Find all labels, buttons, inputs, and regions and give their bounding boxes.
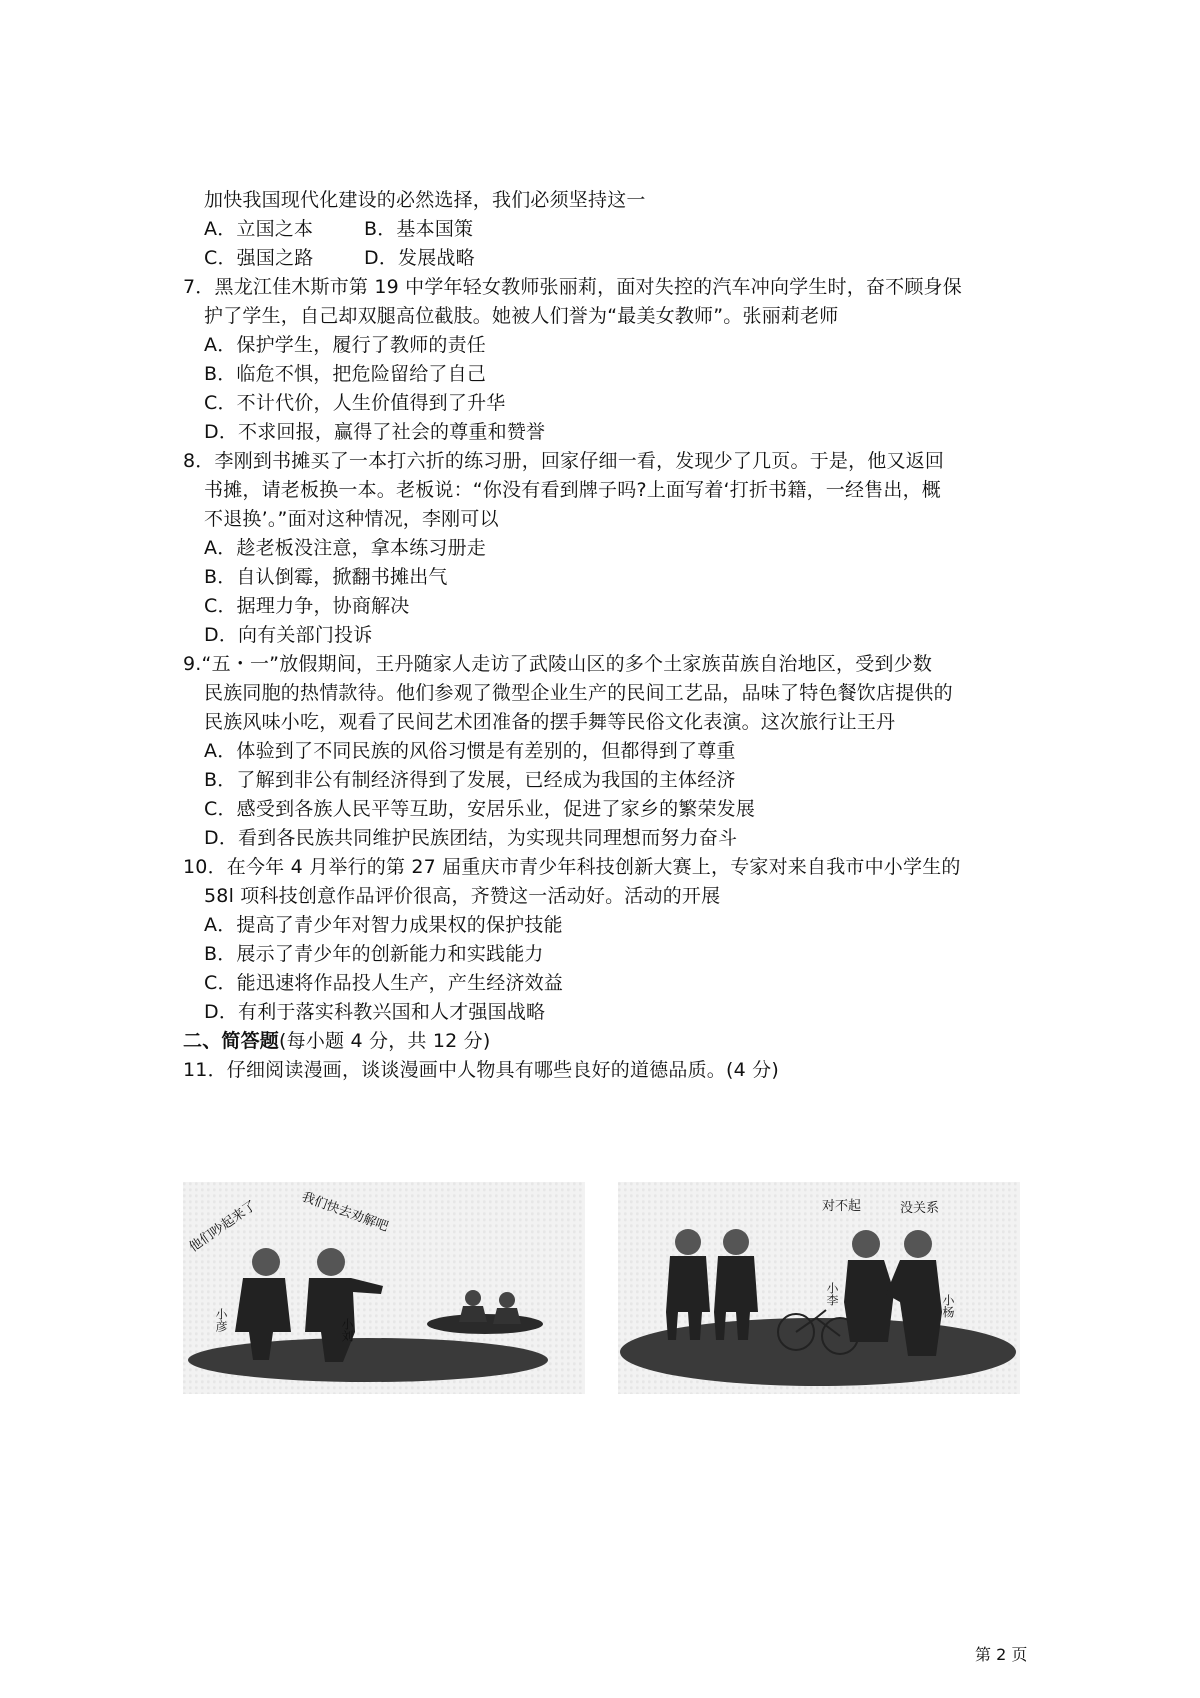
- person-head: [499, 1292, 515, 1308]
- q8-stem-line2: 书摊，请老板换一本。老板说：“你没有看到牌子吗?上面写着‘打折书籍，一经售出，概: [204, 479, 941, 501]
- cartoon-left: [183, 1182, 585, 1394]
- cartoon-left-drawing: [183, 1182, 585, 1394]
- section2-title: 二、简答题: [183, 1030, 280, 1052]
- q7-option-b: B．临危不惧，把危险留给了自己: [204, 363, 487, 385]
- q10-option-d: D．有利于落实科教兴国和人才强国战略: [204, 1001, 546, 1023]
- cartoon-right: [618, 1182, 1020, 1394]
- q7-stem-line1: 7．黑龙江佳木斯市第 19 中学年轻女教师张丽莉，面对失控的汽车冲向学生时，奋不顾身保: [183, 276, 962, 298]
- q9-stem-line2: 民族同胞的热情款待。他们参观了微型企业生产的民间工艺品，品味了特色餐饮店提供的: [204, 682, 953, 704]
- q10-option-c: C．能迅速将作品投人生产，产生经济效益: [204, 972, 564, 994]
- q6-option-c: C．强国之路: [204, 247, 314, 269]
- person-head: [852, 1230, 880, 1258]
- q9-stem-line1: 9.“五・一”放假期间，王丹随家人走访了武陵山区的多个土家族苗族自治地区，受到少数: [183, 653, 933, 675]
- page-number: 第 2 页: [975, 1645, 1028, 1664]
- q8-option-d: D．向有关部门投诉: [204, 624, 373, 646]
- q6-option-d: D．发展战略: [364, 247, 475, 269]
- q6-option-b: B．基本国策: [364, 218, 474, 240]
- q7-option-a: A．保护学生，履行了教师的责任: [204, 334, 486, 356]
- q10-stem-line1: 10．在今年 4 月举行的第 27 届重庆市青少年科技创新大赛上，专家对来自我市中小学生的: [183, 856, 961, 878]
- q10-option-a: A．提高了青少年对智力成果权的保护技能: [204, 914, 563, 936]
- q9-stem-line3: 民族风味小吃，观看了民间艺术团准备的摆手舞等民俗文化表演。这次旅行让王丹: [204, 711, 896, 733]
- cartoon-right-drawing: [618, 1182, 1020, 1394]
- q6-option-a: A．立国之本: [204, 218, 314, 240]
- character-name: 小李: [825, 1282, 839, 1306]
- speech-bubble-text: 我们快去劝解吧: [299, 1189, 391, 1235]
- q8-option-c: C．据理力争，协商解决: [204, 595, 410, 617]
- person-body: [493, 1308, 521, 1324]
- person-head: [252, 1248, 280, 1276]
- speech-bubble-text: 对不起: [822, 1199, 862, 1214]
- q7-option-c: C．不计代价，人生价值得到了升华: [204, 392, 506, 414]
- section2-note: (每小题 4 分，共 12 分): [279, 1030, 491, 1052]
- q9-option-b: B．了解到非公有制经济得到了发展，已经成为我国的主体经济: [204, 769, 736, 791]
- person-head: [465, 1290, 481, 1306]
- person-body: [459, 1306, 487, 1322]
- q8-option-b: B．自认倒霉，掀翻书摊出气: [204, 566, 448, 588]
- person-head: [904, 1230, 932, 1258]
- section2-heading: [183, 1028, 490, 1054]
- q8-stem-line1: 8．李刚到书摊买了一本打六折的练习册，回家仔细一看，发现少了几页。于是，他又返回: [183, 450, 945, 472]
- speech-bubble-text: 没关系: [900, 1201, 940, 1216]
- person-head: [317, 1248, 345, 1276]
- ground-shadow: [188, 1338, 548, 1382]
- character-name: 小彦: [214, 1308, 228, 1332]
- q6-stem-end: 加快我国现代化建设的必然选择，我们必须坚持这一: [204, 189, 646, 211]
- ground-shadow: [620, 1318, 1016, 1386]
- person-head: [723, 1229, 749, 1255]
- q10-option-b: B．展示了青少年的创新能力和实践能力: [204, 943, 544, 965]
- speech-bubble-text: 他们吵起来了: [186, 1198, 260, 1256]
- q7-option-d: D．不求回报，赢得了社会的尊重和赞誉: [204, 421, 546, 443]
- person-head: [675, 1229, 701, 1255]
- q10-stem-line2: 58l 项科技创意作品评价很高，齐赞这一活动好。活动的开展: [204, 885, 721, 907]
- q9-option-c: C．感受到各族人民平等互助，安居乐业，促进了家乡的繁荣发展: [204, 798, 756, 820]
- character-name: 小杨: [941, 1294, 955, 1318]
- q8-option-a: A．趁老板没注意，拿本练习册走: [204, 537, 486, 559]
- character-name: 小刘: [340, 1318, 354, 1342]
- person-body: [844, 1260, 894, 1342]
- q8-stem-line3: 不退换’。”面对这种情况，李刚可以: [204, 508, 499, 530]
- q9-option-d: D．看到各民族共同维护民族团结，为实现共同理想而努力奋斗: [204, 827, 738, 849]
- q7-stem-line2: 护了学生，自己却双腿高位截肢。她被人们誉为“最美女教师”。张丽莉老师: [204, 305, 839, 327]
- q9-option-a: A．体验到了不同民族的风俗习惯是有差别的，但都得到了尊重: [204, 740, 736, 762]
- q11-stem: 11．仔细阅读漫画，谈谈漫画中人物具有哪些良好的道德品质。(4 分): [183, 1059, 779, 1081]
